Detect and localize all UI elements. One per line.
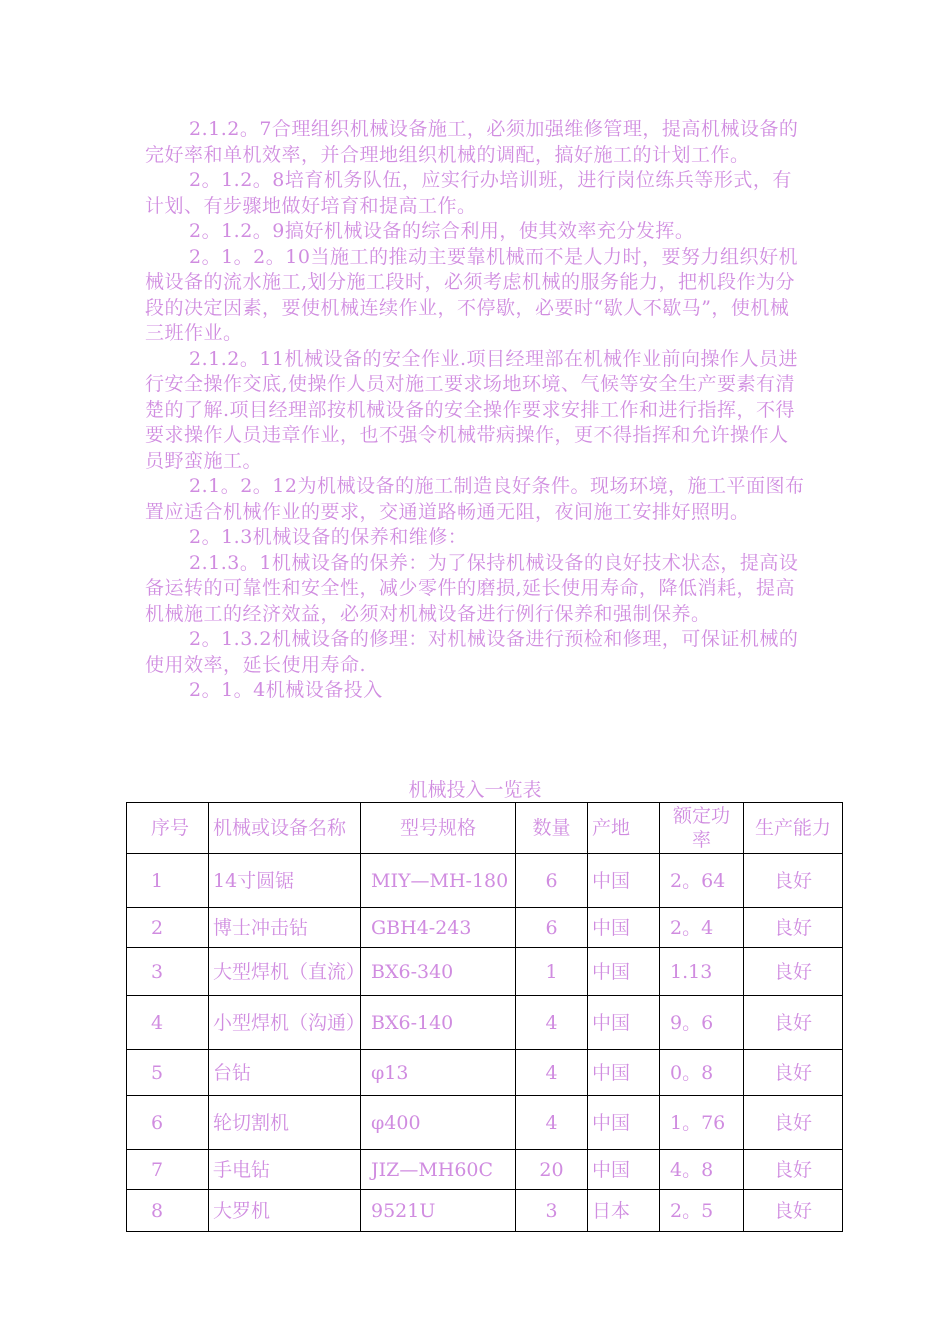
table-cell: MIY—MH-180: [361, 854, 516, 908]
table-cell: 9521U: [361, 1190, 516, 1232]
table-cell: 台钻: [209, 1050, 361, 1096]
header-cell: 产地: [588, 803, 660, 854]
table-row: [127, 1150, 843, 1190]
table-cell: 良好: [744, 948, 843, 996]
table-cell: 2: [127, 908, 209, 948]
header-cell: 序号: [127, 803, 209, 854]
table-cell: 中国: [588, 1096, 660, 1150]
table-cell: 中国: [588, 908, 660, 948]
table-cell: 0。8: [660, 1050, 744, 1096]
table-cell: 中国: [588, 1150, 660, 1190]
table-cell: 7: [127, 1150, 209, 1190]
paragraph: 2。1.3机械设备的保养和维修：: [189, 526, 468, 548]
table-cell: 良好: [744, 908, 843, 948]
table-row: [127, 1190, 843, 1232]
table-row: [127, 1096, 843, 1150]
table-row: [127, 996, 843, 1050]
paragraph: 2。1.3.2机械设备的修理：对机械设备进行预检和修理，可保证机械的使用效率，延长使用寿命.: [145, 628, 799, 676]
table-cell: GBH4-243: [361, 908, 516, 948]
paragraph: 2.1.2。11机械设备的安全作业.项目经理部在机械作业前向操作人员进行安全操作交底,使操作人员对施工要求场地环境、气候等安全生产要素有清楚的了解.项目经理部按机械设备的安全操作要求安排工作和进行指挥，不得要求操作人员违章作业，也不强令机械带病操作，更不得指挥和允许操作人员野蛮施工。: [145, 347, 799, 472]
table-cell: 中国: [588, 996, 660, 1050]
table-cell: 良好: [744, 854, 843, 908]
table-cell: 大型焊机（直流）: [209, 948, 361, 996]
paragraph: 2。1。4机械设备投入: [189, 679, 383, 701]
table-cell: 4。8: [660, 1150, 744, 1190]
table-cell: 中国: [588, 854, 660, 908]
table-caption: 机械投入一览表: [408, 779, 542, 801]
table-cell: 9。6: [660, 996, 744, 1050]
table-cell: 良好: [744, 1050, 843, 1096]
header-cell: 机械或设备名称: [209, 803, 361, 854]
table-cell: 良好: [744, 996, 843, 1050]
table-cell: 6: [516, 908, 588, 948]
header-cell: 生产能力: [744, 803, 843, 854]
table-cell: 4: [127, 996, 209, 1050]
paragraph: 2。1.2。9搞好机械设备的综合利用，使其效率充分发挥。: [189, 220, 695, 242]
table-cell: 3: [516, 1190, 588, 1232]
table-cell: 日本: [588, 1190, 660, 1232]
table-cell: 6: [516, 854, 588, 908]
table-cell: 中国: [588, 948, 660, 996]
table-cell: 1: [127, 854, 209, 908]
table-cell: 1。76: [660, 1096, 744, 1150]
header-cell: 额定功率: [660, 803, 744, 854]
table-cell: 良好: [744, 1096, 843, 1150]
body-text: [145, 117, 805, 704]
table-cell: 大罗机: [209, 1190, 361, 1232]
table-cell: 1: [516, 948, 588, 996]
table-cell: 良好: [744, 1150, 843, 1190]
table-cell: 3: [127, 948, 209, 996]
table-cell: 博士冲击钻: [209, 908, 361, 948]
table-cell: 5: [127, 1050, 209, 1096]
table-header-row: [127, 803, 843, 854]
table-cell: 1.13: [660, 948, 744, 996]
paragraph: 2.1。2。12为机械设备的施工制造良好条件。现场环境，施工平面图布置应适合机械作业的要求，交通道路畅通无阻，夜间施工安排好照明。: [145, 475, 805, 523]
table-cell: 4: [516, 996, 588, 1050]
table-cell: 手电钻: [209, 1150, 361, 1190]
table-cell: φ400: [361, 1096, 516, 1150]
table-cell: 6: [127, 1096, 209, 1150]
table-cell: 轮切割机: [209, 1096, 361, 1150]
table-cell: 小型焊机（沟通）: [209, 996, 361, 1050]
table-row: [127, 948, 843, 996]
header-cell: 数量: [516, 803, 588, 854]
table-cell: 14寸圆锯: [209, 854, 361, 908]
table-cell: BX6-140: [361, 996, 516, 1050]
table-row: [127, 908, 843, 948]
table-cell: 20: [516, 1150, 588, 1190]
table-cell: 4: [516, 1096, 588, 1150]
table-cell: φ13: [361, 1050, 516, 1096]
table-cell: 中国: [588, 1050, 660, 1096]
equipment-table: [126, 802, 843, 1232]
table-cell: BX6-340: [361, 948, 516, 996]
table-cell: 8: [127, 1190, 209, 1232]
table-row: [127, 854, 843, 908]
table-cell: 2。4: [660, 908, 744, 948]
paragraph: 2。1。2。10当施工的推动主要靠机械而不是人力时，要努力组织好机械设备的流水施工,划分施工段时，必须考虑机械的服务能力，把机段作为分段的决定因素，要使机械连续作业，不停歇，必要时“歇人不歇马”，使机械三班作业。: [145, 245, 798, 344]
table-cell: 良好: [744, 1190, 843, 1232]
header-cell: 型号规格: [361, 803, 516, 854]
table-cell: 4: [516, 1050, 588, 1096]
table-row: [127, 1050, 843, 1096]
table-cell: 2。5: [660, 1190, 744, 1232]
paragraph: 2.1.2。7合理组织机械设备施工，必须加强维修管理，提高机械设备的完好率和单机效率，并合理地组织机械的调配，搞好施工的计划工作。: [145, 118, 799, 166]
table-cell: JIZ—MH60C: [361, 1150, 516, 1190]
paragraph: 2。1.2。8培育机务队伍，应实行办培训班，进行岗位练兵等形式，有计划、有步骤地做好培育和提高工作。: [145, 169, 792, 217]
paragraph: 2.1.3。1机械设备的保养：为了保持机械设备的良好技术状态，提高设备运转的可靠性和安全性，减少零件的磨损,延长使用寿命，降低消耗，提高机械施工的经济效益，必须对机械设备进行例行保养和强制保养。: [145, 551, 799, 625]
table-cell: 2。64: [660, 854, 744, 908]
